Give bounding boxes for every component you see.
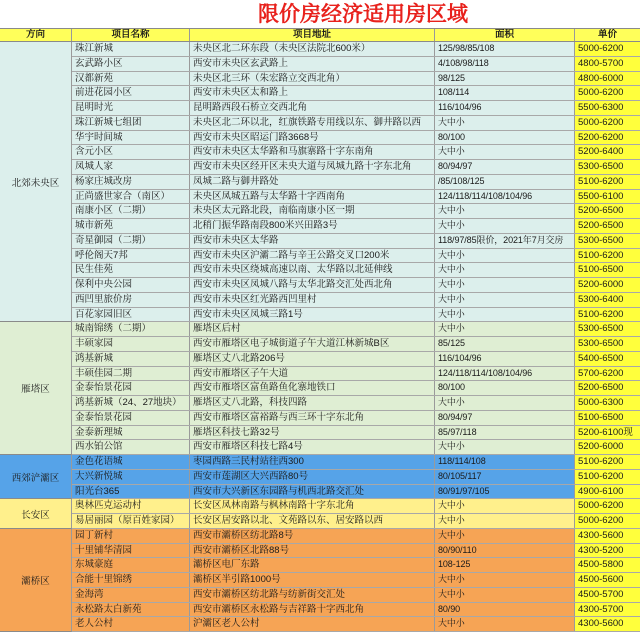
table-row — [72, 190, 640, 205]
table-row — [72, 101, 640, 116]
project-name-cell: 金海湾 — [72, 588, 190, 602]
header-direction: 方向 — [0, 29, 72, 41]
table-row — [72, 426, 640, 441]
unit-price-cell: 5200-6100现 — [575, 426, 640, 440]
table-body — [0, 42, 640, 632]
unit-price-cell: 4900-6100 — [575, 485, 640, 499]
unit-price-cell: 5200-6000 — [575, 440, 640, 454]
unit-price-cell: 5000-6300 — [575, 396, 640, 410]
area-cell: 108/114 — [435, 86, 575, 100]
area-cell: 85/97/118 — [435, 426, 575, 440]
table-row — [72, 204, 640, 219]
unit-price-cell: 5200-6500 — [575, 219, 640, 233]
project-address-cell: 西安市未央区太华路 — [190, 234, 435, 248]
area-cell: 大中小 — [435, 529, 575, 543]
area-cell: 80/100 — [435, 381, 575, 395]
project-address-cell: 凤城二路与御井路处 — [190, 175, 435, 189]
table-row — [72, 470, 640, 485]
project-address-cell: 未央区北三环（朱宏路立交西北角） — [190, 72, 435, 86]
area-cell: 80/94/97 — [435, 160, 575, 174]
table-row — [72, 308, 640, 323]
unit-price-cell: 5200-6200 — [575, 131, 640, 145]
table-row — [72, 558, 640, 573]
project-name-cell: 永松路太白新苑 — [72, 603, 190, 617]
table-row — [72, 57, 640, 72]
unit-price-cell: 4800-6000 — [575, 72, 640, 86]
project-name-cell: 杨家庄城改房 — [72, 175, 190, 189]
project-name-cell: 阳光台365 — [72, 485, 190, 499]
project-name-cell: 西水铂公馆 — [72, 440, 190, 454]
area-cell: 大中小 — [435, 219, 575, 233]
table-row — [72, 544, 640, 559]
project-address-cell: 西安市灞桥区纺北路与纺新街交汇处 — [190, 588, 435, 602]
table-row — [72, 485, 640, 500]
table-row — [72, 72, 640, 87]
unit-price-cell: 5000-6200 — [575, 116, 640, 130]
project-address-cell: 未央区太元路北段，南临南康小区一期 — [190, 204, 435, 218]
area-cell: 80/90/110 — [435, 544, 575, 558]
project-name-cell: 玄武路小区 — [72, 57, 190, 71]
project-address-cell: 长安区凤林南路与枫林南路十字东北角 — [190, 499, 435, 513]
area-cell: 大中小 — [435, 514, 575, 528]
project-name-cell: 华宇时间城 — [72, 131, 190, 145]
project-address-cell: 未央区北二环以北，红旗铁路专用线以东、御井路以西 — [190, 116, 435, 130]
section-rows — [72, 42, 640, 322]
project-address-cell: 西安市未央区沪灞二路与辛王公路交叉口200米 — [190, 249, 435, 263]
project-address-cell: 雁塔区后村 — [190, 322, 435, 336]
unit-price-cell: 4300-5600 — [575, 617, 640, 631]
table-row — [72, 160, 640, 175]
header-project-name: 项目名称 — [72, 29, 190, 41]
project-name-cell: 老人公村 — [72, 617, 190, 631]
table-row — [72, 234, 640, 249]
area-cell: 大中小 — [435, 588, 575, 602]
project-address-cell: 雁塔区科技七路32号 — [190, 426, 435, 440]
area-cell: 80/105/117 — [435, 470, 575, 484]
area-cell: 98/125 — [435, 72, 575, 86]
project-name-cell: 丰硕家园 — [72, 337, 190, 351]
table-row — [72, 86, 640, 101]
project-name-cell: 金泰怡景花园 — [72, 411, 190, 425]
unit-price-cell: 5100-6200 — [575, 249, 640, 263]
project-name-cell: 凤城人家 — [72, 160, 190, 174]
direction-cell: 灞桥区 — [0, 529, 72, 632]
unit-price-cell: 5700-6200 — [575, 367, 640, 381]
table-row — [72, 440, 640, 455]
area-cell: 85/125 — [435, 337, 575, 351]
unit-price-cell: 5100-6500 — [575, 263, 640, 277]
section-5 — [0, 529, 640, 632]
unit-price-cell: 5500-6100 — [575, 190, 640, 204]
project-address-cell: 灞桥区电厂东路 — [190, 558, 435, 572]
area-cell: 80/90 — [435, 603, 575, 617]
project-address-cell: 雁塔区丈八北路，科技四路 — [190, 396, 435, 410]
area-cell: 4/108/98/118 — [435, 57, 575, 71]
unit-price-cell: 5200-6000 — [575, 278, 640, 292]
table-row — [72, 499, 640, 514]
project-name-cell: 鸿基新城（24、27地块） — [72, 396, 190, 410]
project-address-cell: 西安市未央区太和路上 — [190, 86, 435, 100]
area-cell: 大中小 — [435, 499, 575, 513]
section-1 — [0, 42, 640, 322]
unit-price-cell: 5000-6200 — [575, 86, 640, 100]
table-row — [72, 249, 640, 264]
header-area: 面积 — [435, 29, 575, 41]
direction-cell: 长安区 — [0, 499, 72, 529]
table-row — [72, 293, 640, 308]
project-address-cell: 西安市雁塔区科技七路4号 — [190, 440, 435, 454]
area-cell: 大中小 — [435, 617, 575, 631]
area-cell: 大中小 — [435, 249, 575, 263]
project-name-cell: 城南锦绣（二期） — [72, 322, 190, 336]
section-rows — [72, 499, 640, 529]
table-row — [72, 263, 640, 278]
project-address-cell: 西安市未央区红光路西凹里村 — [190, 293, 435, 307]
project-address-cell: 西安市未央区昭运门路3668号 — [190, 131, 435, 145]
project-name-cell: 百花家园旧区 — [72, 308, 190, 322]
unit-price-cell: 5500-6300 — [575, 101, 640, 115]
unit-price-cell: 4500-5800 — [575, 558, 640, 572]
project-name-cell: 汉都新苑 — [72, 72, 190, 86]
table-row — [72, 278, 640, 293]
header-unit-price: 单价 — [597, 29, 617, 40]
project-address-cell: 西安市大兴新区东园路与机西北路交汇处 — [190, 485, 435, 499]
project-address-cell: 枣园西路三民村站往西300 — [190, 455, 435, 469]
unit-price-cell: 5300-6500 — [575, 234, 640, 248]
direction-cell: 雁塔区 — [0, 322, 72, 455]
area-cell: 大中小 — [435, 308, 575, 322]
area-cell: 118/97/85限价，2021年7月交房 — [435, 234, 575, 248]
area-cell: 大中小 — [435, 263, 575, 277]
table-row — [72, 42, 640, 57]
unit-price-cell: 5300-6500 — [575, 322, 640, 336]
area-cell: 大中小 — [435, 278, 575, 292]
project-name-cell: 城市新苑 — [72, 219, 190, 233]
unit-price-cell: 5100-6200 — [575, 455, 640, 469]
area-cell: 80/100 — [435, 131, 575, 145]
area-cell: /85/108/125 — [435, 175, 575, 189]
direction-cell: 北郊未央区 — [0, 42, 72, 322]
section-4 — [0, 499, 640, 529]
project-name-cell: 东城豪庭 — [72, 558, 190, 572]
project-name-cell: 民生佳苑 — [72, 263, 190, 277]
project-name-cell: 十里铺华清园 — [72, 544, 190, 558]
area-cell: 大中小 — [435, 322, 575, 336]
project-address-cell: 西安市未央区绕城高速以南、太华路以北延伸线 — [190, 263, 435, 277]
unit-price-cell: 5000-6200 — [575, 514, 640, 528]
table-row — [72, 396, 640, 411]
unit-price-cell: 4800-5700 — [575, 57, 640, 71]
table-row — [72, 116, 640, 131]
project-name-cell: 易居丽园（原百姓家园） — [72, 514, 190, 528]
table-row — [72, 588, 640, 603]
project-name-cell: 昆明时光 — [72, 101, 190, 115]
area-cell: 大中小 — [435, 116, 575, 130]
unit-price-cell: 5300-6500 — [575, 337, 640, 351]
project-name-cell: 呼伦阁天7邦 — [72, 249, 190, 263]
project-address-cell: 雁塔区丈八北路206号 — [190, 352, 435, 366]
header-project-address: 项目地址 — [190, 29, 435, 41]
unit-price-cell: 4500-5600 — [575, 573, 640, 587]
table-row — [72, 219, 640, 234]
unit-price-cell: 5100-6200 — [575, 308, 640, 322]
section-rows — [72, 455, 640, 499]
unit-price-cell: 5200-6500 — [575, 204, 640, 218]
area-cell: 大中小 — [435, 145, 575, 159]
unit-price-cell: 5100-6500 — [575, 411, 640, 425]
section-2 — [0, 322, 640, 455]
area-cell: 116/104/96 — [435, 352, 575, 366]
section-rows — [72, 529, 640, 632]
section-rows — [72, 322, 640, 455]
project-name-cell: 金泰新理城 — [72, 426, 190, 440]
unit-price-cell: 5100-6200 — [575, 470, 640, 484]
unit-price-cell: 4300-5200 — [575, 544, 640, 558]
project-address-cell: 西安市未央区凤城三路1号 — [190, 308, 435, 322]
area-cell: 80/94/97 — [435, 411, 575, 425]
table-row — [72, 603, 640, 618]
table-row — [72, 514, 640, 529]
project-name-cell: 西凹里旅价房 — [72, 293, 190, 307]
unit-price-cell: 5000-6200 — [575, 499, 640, 513]
table-row — [72, 411, 640, 426]
table-row — [72, 381, 640, 396]
project-name-cell: 保利中央公园 — [72, 278, 190, 292]
area-cell: 大中小 — [435, 440, 575, 454]
project-address-cell: 未央区凤城五路与太华路十字西南角 — [190, 190, 435, 204]
project-address-cell: 西安市灞桥区永松路与吉祥路十字西北角 — [190, 603, 435, 617]
area-cell: 大中小 — [435, 204, 575, 218]
area-cell: 125/98/85/108 — [435, 42, 575, 56]
table-row — [72, 131, 640, 146]
project-name-cell: 含元小区 — [72, 145, 190, 159]
table-row — [72, 352, 640, 367]
project-name-cell: 南康小区（二期） — [72, 204, 190, 218]
unit-price-cell: 4500-5700 — [575, 588, 640, 602]
table-row — [72, 573, 640, 588]
project-address-cell: 西安市未央区凤城八路与太华北路交汇处西北角 — [190, 278, 435, 292]
unit-price-cell: 5100-6200 — [575, 175, 640, 189]
project-name-cell: 奇星御园（二期） — [72, 234, 190, 248]
table-title: 限价房经济适用房区域 — [258, 2, 468, 26]
area-cell: 124/118/114/108/104/96 — [435, 367, 575, 381]
project-name-cell: 园丁新村 — [72, 529, 190, 543]
project-address-cell: 灞桥区半引路1000号 — [190, 573, 435, 587]
project-name-cell: 珠江新城七组团 — [72, 116, 190, 130]
table-row — [72, 175, 640, 190]
area-cell: 大中小 — [435, 573, 575, 587]
table-row — [72, 529, 640, 544]
area-cell: 大中小 — [435, 293, 575, 307]
unit-price-cell: 5000-6200 — [575, 42, 640, 56]
project-address-cell: 西安市雁塔区子午大道 — [190, 367, 435, 381]
project-name-cell: 正尚盛世家合（南区） — [72, 190, 190, 204]
project-name-cell: 奥林匹克运动村 — [72, 499, 190, 513]
unit-price-cell: 5200-6400 — [575, 145, 640, 159]
project-address-cell: 西安市莲湖区大兴西路80号 — [190, 470, 435, 484]
project-name-cell: 合能十里锦绣 — [72, 573, 190, 587]
unit-price-cell: 5200-6500 — [575, 381, 640, 395]
project-name-cell: 金泰怡景花园 — [72, 381, 190, 395]
area-cell: 80/91/97/105 — [435, 485, 575, 499]
project-address-cell: 西安市灞桥区北路88号 — [190, 544, 435, 558]
table-row — [72, 367, 640, 382]
project-name-cell: 大兴新悦城 — [72, 470, 190, 484]
project-name-cell: 鸿基新城 — [72, 352, 190, 366]
table-row — [72, 455, 640, 470]
unit-price-cell: 5400-6500 — [575, 352, 640, 366]
direction-cell: 西郊浐灞区 — [0, 455, 72, 499]
area-cell: 124/118/114/108/104/96 — [435, 190, 575, 204]
project-address-cell: 西安市雁塔区富鱼路鱼化寨地铁口 — [190, 381, 435, 395]
project-address-cell: 西安市雁塔区电子城街道子午大道江林新城B区 — [190, 337, 435, 351]
project-name-cell: 珠江新城 — [72, 42, 190, 56]
area-cell: 116/104/96 — [435, 101, 575, 115]
project-name-cell: 前进花园小区 — [72, 86, 190, 100]
project-address-cell: 沪灞区老人公村 — [190, 617, 435, 631]
header-row — [0, 28, 640, 42]
area-cell: 108-125 — [435, 558, 575, 572]
project-address-cell: 西安市灞桥区纺北路8号 — [190, 529, 435, 543]
project-address-cell: 北稍门振华路南段800米兴田路3号 — [190, 219, 435, 233]
unit-price-cell: 4300-5600 — [575, 529, 640, 543]
project-address-cell: 昆明路西段石桥立交西北角 — [190, 101, 435, 115]
section-3 — [0, 455, 640, 499]
project-address-cell: 长安区居安路以北、文苑路以东、居安路以西 — [190, 514, 435, 528]
project-address-cell: 未央区北二环东段（未央区法院北600米） — [190, 42, 435, 56]
table-row — [72, 337, 640, 352]
project-address-cell: 西安市未央区太华路和马旗寨路十字东南角 — [190, 145, 435, 159]
unit-price-cell: 5300-6400 — [575, 293, 640, 307]
area-cell: 118/114/108 — [435, 455, 575, 469]
project-address-cell: 西安市雁塔区富裕路与西三环十字东北角 — [190, 411, 435, 425]
table-row — [72, 617, 640, 632]
area-cell: 大中小 — [435, 396, 575, 410]
project-name-cell: 金色花语城 — [72, 455, 190, 469]
table-row — [72, 145, 640, 160]
project-address-cell: 西安市未央区玄武路上 — [190, 57, 435, 71]
project-name-cell: 丰硕佳园二期 — [72, 367, 190, 381]
unit-price-cell: 4300-5700 — [575, 603, 640, 617]
project-address-cell: 西安市未央区经开区未央大道与凤城九路十字东北角 — [190, 160, 435, 174]
table-row — [72, 322, 640, 337]
unit-price-cell: 5300-6500 — [575, 160, 640, 174]
